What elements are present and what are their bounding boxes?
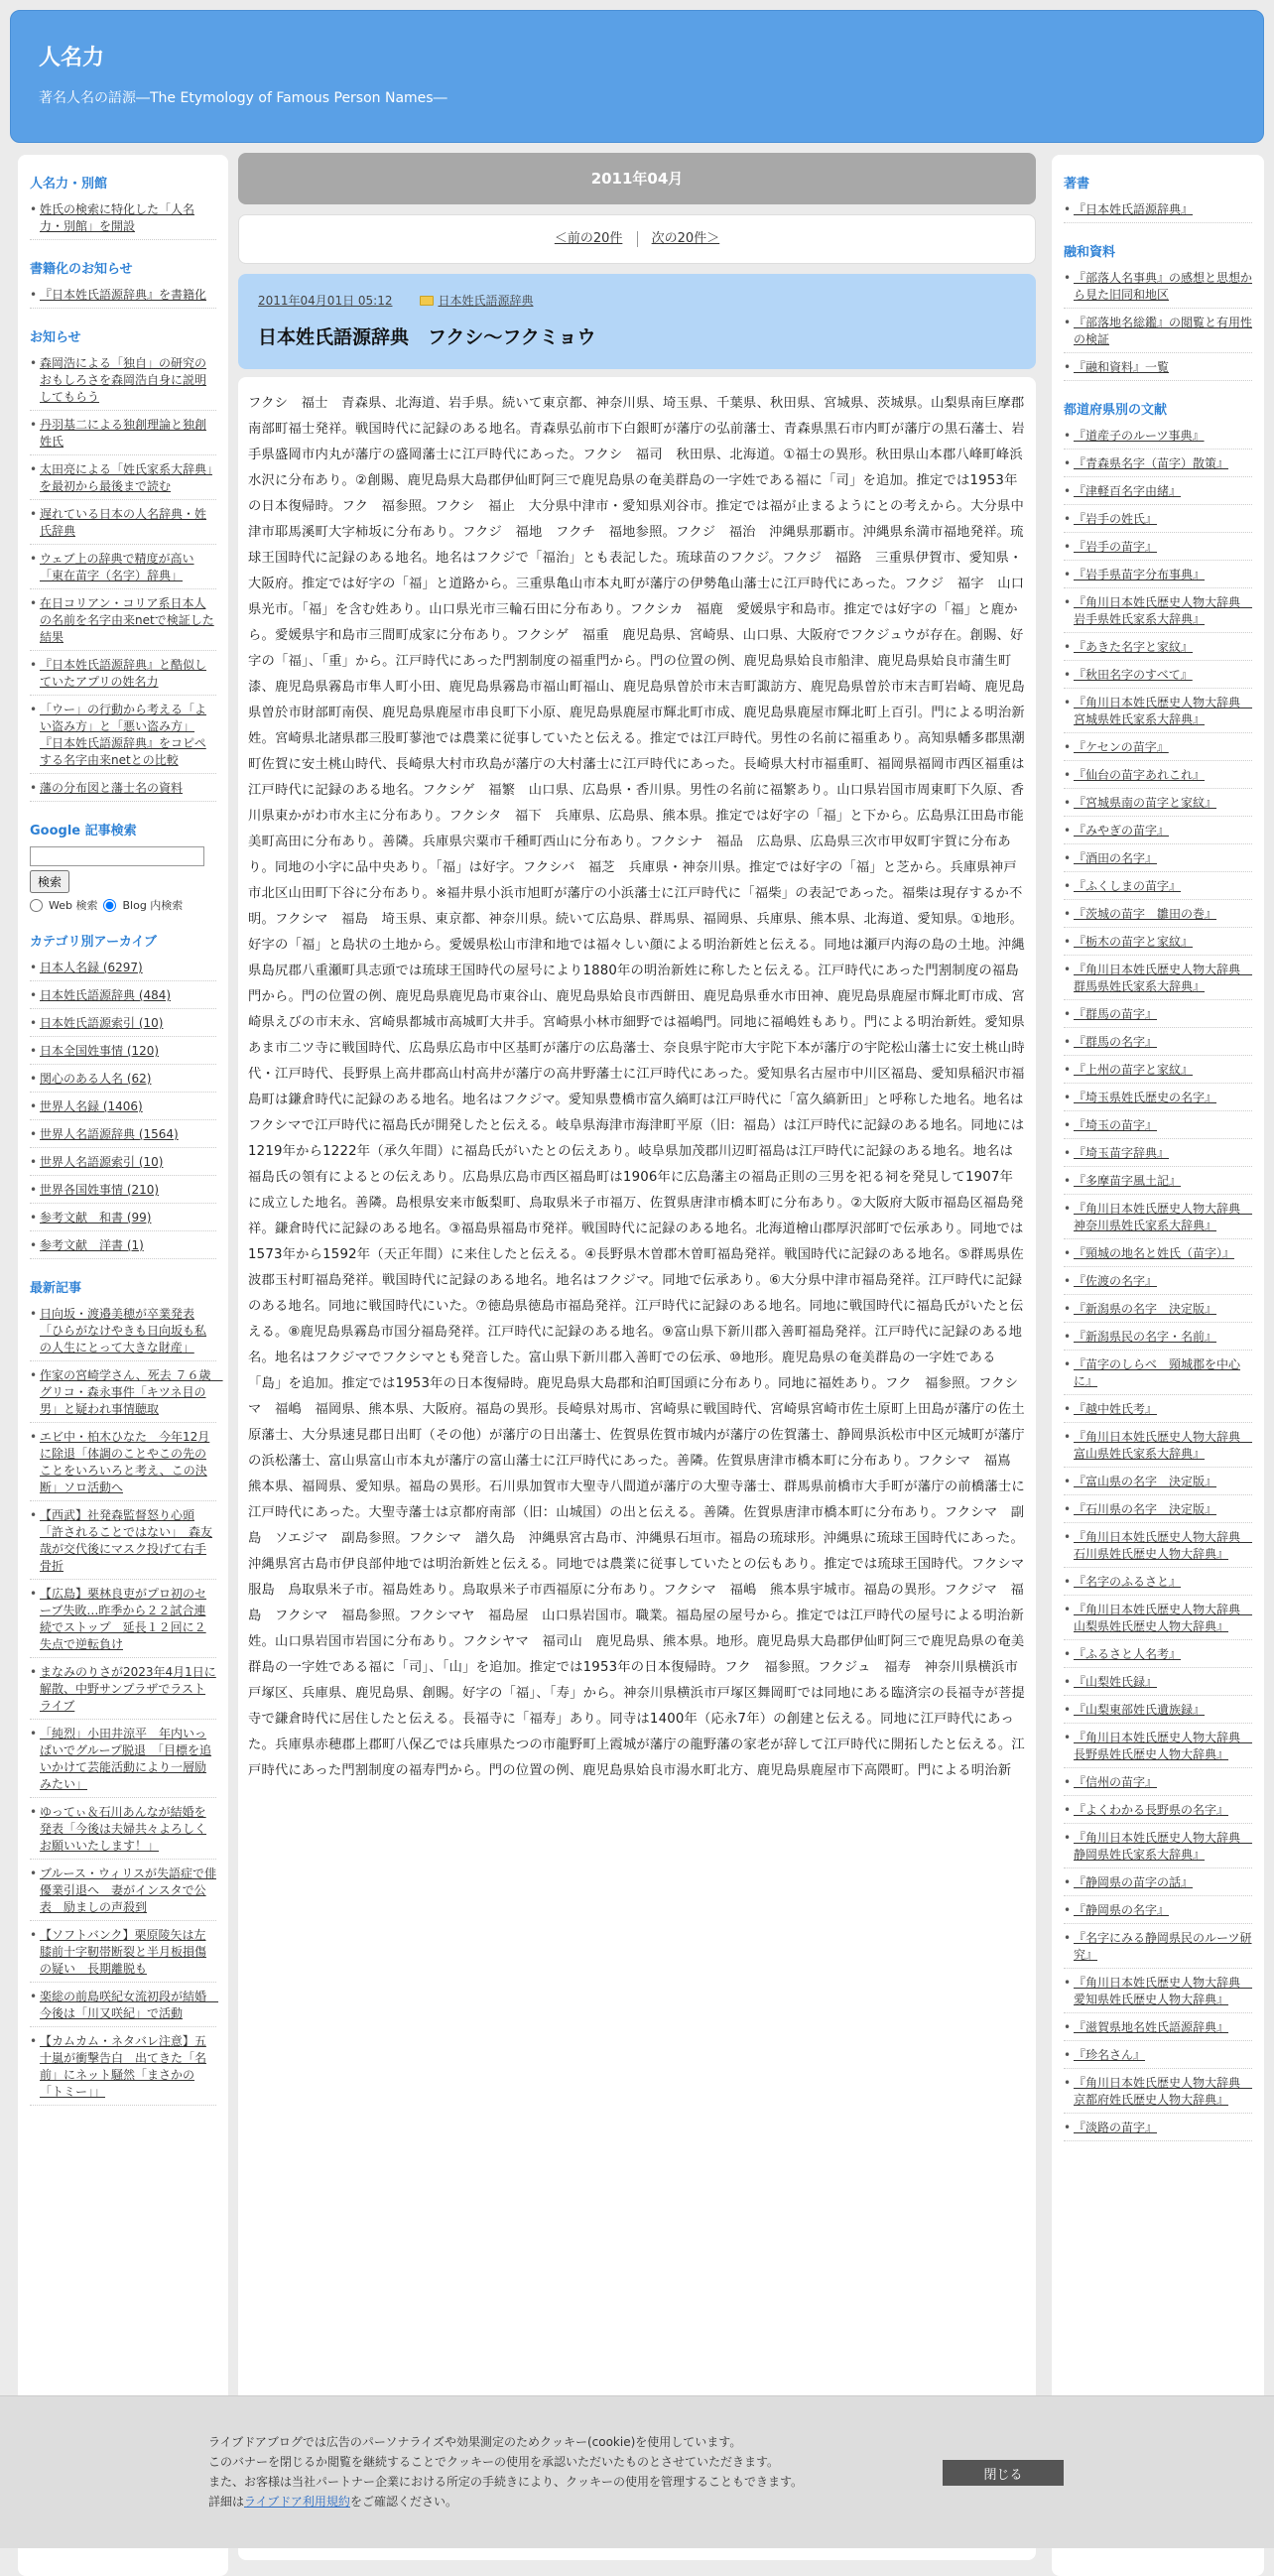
right-section-list — [1064, 268, 1252, 381]
list-item — [30, 199, 216, 240]
list-item — [1064, 1004, 1252, 1028]
right-link[interactable]: 『みやぎの苗字』 — [1074, 824, 1170, 837]
cookie-line-3: また、お客様は当社パートナー企業における所定の手続きにより、クッキーの使用を管理することもできます。 — [208, 2475, 804, 2489]
right-link[interactable]: 『山梨東部姓氏遺族録』 — [1074, 1703, 1206, 1717]
left-sections — [30, 173, 216, 802]
terms-link[interactable]: ライブドア利用規約 — [244, 2495, 350, 2509]
right-link[interactable]: 『滋賀県地名姓氏語源辞典』 — [1074, 2020, 1229, 2034]
right-link[interactable]: 『多摩苗字風土記』 — [1074, 1174, 1182, 1188]
search-button[interactable]: 検索 — [30, 870, 69, 893]
left-link[interactable]: 遅れている日本の人名辞典・姓氏辞典 — [40, 507, 207, 538]
entry-text: フクシ 福士 青森県、北海道、岩手県。続いて東京都、神奈川県、埼玉県、千葉県、秋田県、宮城県、茨城県。山梨県南巨摩郡南部町福士発祥。戦国時代に記録のある地名。青森県弘前市下白銀町が藩庁の弘前藩士、青森県黒石市内町が藩庁の黒石藩士、岩手県盛岡市内丸が藩庁の盛岡藩士に江戸時代にあった。フクシ 福司 秋田県、北海道。①福士の異形。秋田県山本郡八峰町峰浜水沢に分布あり。②創賜、鹿児島県大島郡伊仙町阿三で鹿児島県の奄美群島の一字姓である福に「司」を追加。推定では1953年の日本復帰時。フク 福参照。フクシ 福止 大分県中津市・愛知県刈谷市。推定では福が止まるようにとの考えから。大分県中津市耶馬溪町大字柿坂に分布あり。フクジ 福地 フクチ 福地参照。フクジ 福治 沖縄県那覇市。沖縄県糸満市福地発祥。琉球王国時代に記録のある地名。地名はフクジで「福治」とも表記した。琉球苗のフクジ。フクジ 福路 三重県伊賀市、愛知県・大阪府。推定では好字の「福」と道路から。三重県亀山市本丸町が藩庁の伊勢亀山藩士に江戸時代にあった。フクジ 福字 山口県光市。「福」を含む姓あり。山口県光市三輪石田に分布あり。フクシカ 福鹿 愛媛県宇和島市。推定では好字の「福」と鹿から。愛媛県宇和島市三間町成家に分布あり。フクシゲ 福重 鹿児島県、宮崎県、山口県、大阪府でフクジュウが存在。創賜、好字の「福」、「重」から。江戸時代にあった門割制度の福重門から。門の位置の例、鹿児島県姶良市船津、鹿児島県姶良市蒲生町漆、鹿児島県霧島市隼人町小田、鹿児島県霧島市福山町福山、鹿児島県曽於市末吉町諏訪方、鹿児島県曽於市末吉町岩崎、鹿児島県曽於市財部町南俣、鹿児島県鹿屋市串良町下小原、鹿児島県鹿屋市輝北町市成、鹿児島県鹿屋市輝北町上百引。門による明治新姓。宮崎県北諸県郡三股町蓼池では農業に従事していたと伝える。推定では江戸時代。男性の名前に福重あり。高知県幡多郡黒潮町佐賀に安土桃山時代、長崎県大村市玖島が藩庁の大村藩士に江戸時代にあった。長崎県大村市福重町、福岡県福岡市西区福重は江戸時代に記録のある地名。フクシゲ 福繁 山口県、広島県・香川県。男性の名前に福繁あり。山口県岩国市周東町下久原、香川県東かがわ市水主に分布あり。フクシタ 福下 兵庫県、広島県、熊本県。推定では好字の「福」と下から。広島県江田島市能美町高田に分布あり。善隣。兵庫県宍粟市千種町西山に分布あり。フクシナ 福品 広島県、広島県三次市甲奴町宇賀に分布あり。同地の小字に品中央あり。「福」は好字。フクシバ 福芝 兵庫県・神奈川県。推定では好字の「福」と芝から。兵庫県神戸市北区山田町下谷に分布あり。※福井県小浜市旭町が藩庁の小浜藩士に江戸時代に「福柴」の表記であった。福柴は現存するか不明。フクシマ 福島 埼玉県、東京都、神奈川県。続いて広島県、群馬県、福岡県、兵庫県、熊本県、北海道、愛知県。①地形。好字の「福」と島状の土地から。愛媛県松山市津和地では福々しい顔による明治新姓と伝える。同地は瀬戸内海の島の土地。沖縄県島尻郡八重瀬町具志頭では琉球王国時代の屋号により1880年の明治新姓に称したと伝える。江戸時代にあった門割制度の福島門から。門の位置の例、鹿児島県鹿児島市東谷山、鹿児島県姶良市西餅田、鹿児島県垂水市田神、鹿児島県鹿屋市輝北町市成、宮崎県えびの市末永、宮崎県都城市高城町大井手。宮崎県小林市細野では福嶋門。同地に福嶋姓もあり。門による明治新姓。愛知県あま市二ツ寺に戦国時代、広島県広島市中区基町が藩庁の広島藩士、奈良県宇陀市大宇陀下本が藩庁の宇陀松山藩士に安土桃山時代・江戸時代、長野県上高井郡高山村高井が藩庁の高井野藩士に江戸時代にあった。愛知県名古屋市中川区福島、愛知県稲沢市福島町は鎌倉時代に記録のある地名。地名はフクジマ。愛知県豊橋市富久縞町は江戸時代に「富久縞新田」と呼称した地名。地名はフクシマで江戸時代に福島氏が開発したと伝える。岐阜県海津市海津町平原（旧：福島）は江戸時代に記録のある地名。同地には1219年から1222年（承久年間）に福島氏がいたとの伝えあり。岐阜県加茂郡川辺町福島は江戸時代に記録のある地名。地名は福島氏の領有によるとの伝えあり。広島県広島市西区福島町は1906年に広島藩主の福島正則の三男を祀る祠を発見して1907年に成立した地名。善隣。島根県安来市飯梨町、鳥取県米子市福万、佐賀県唐津市橋本町に分布あり。②大阪府大阪市福島区福島発祥。鎌倉時代に記録のある地名。③福島県福島市発祥。戦国時代に記録のある地名。北海道檜山郡厚沢部町で伝承あり。同地では1573年から1592年（天正年間）に来住したと伝える。④長野県木曽郡木曽町福島発祥。戦国時代に記録のある地名。⑤群馬県佐波郡玉村町福島発祥。戦国時代に記録のある地名。地名はフクジマ。同地で伝承あり。⑥大分県中津市福島発祥。江戸時代に記録のある地名。同地に戦国時代にいた。⑦徳島県徳島市福島発祥。江戸時代に記録のある地名。同地に戦国時代に福島氏がいたと伝える。⑧鹿児島県霧島市国分福島発祥。江戸時代に記録のある地名。⑨富山県下新川郡入善町福島発祥。江戸時代に記録のある地名。地名はフクジマでフクシマとも発音した。富山県下新川郡入善町での伝承、⑩地形。鹿児島県の奄美群島の一字姓である「島」を追加。推定では1953年の日本復帰時。鹿児島県大島郡和泊町国頭に分布あり。同地に福姓あり。フク 福参照。フクシマ 福嶋 福岡県、熊本県、大阪府。福島の異形。長崎県対馬市、宮崎県に戦国時代、宮崎県宮崎市佐土原町上田島が藩庁の佐土原藩士、大分県速見郡日出町（その他）が藩庁の日出藩士、佐賀県佐賀市城内が藩庁の佐賀藩士、静岡県浜松市中区元城町が藩庁の浜松藩士、富山県富山市本丸が藩庁の富山藩士に江戸時代にあった。善隣。佐賀県唐津市橋本町に分布あり。フクシマ 福嶌 熊本県、福岡県、愛知県。福島の異形。石川県加賀市大聖寺八間道が藩庁の大聖寺藩士、群馬県前橋市大手町が藩庁の前橋藩士に江戸時代にあった。大聖寺藩士は京都府南部（旧：山城国）の出と伝える。善隣。佐賀県唐津市橋本町に分布あり。フクシマ 副島 ソエジマ 副島参照。フクシマ 譜久島 沖縄県宮古島市、沖縄県石垣市。福島の琉球形。沖縄県に琉球王国時代にあった。沖縄県宮古島市伊良部仲地では明治新姓と伝える。同地では農業に従事していたとの伝もあり。推定では琉球王国時代。フクシマ 服島 鳥取県米子市。福島姓あり。鳥取県米子市西福原に分布あり。フクシマ 福嶋 熊本県宇城市。福島の異形。フクジマ 福島 フクシマ 福島参照。フクシマヤ 福島屋 山口県岩国市。職業。福島屋の屋号から。推定では江戸時代の屋号による明治新姓。山口県岩国市岩国に分布あり。フクシヤマ 福司山 鹿児島県、熊本県。地形。鹿児島県大島郡伊仙町阿三で鹿児島県の奄美群島の一字姓である福に「司」、「山」を追加。推定では1953年の日本復帰時。フク 福参照。フクジュ 福寿 神奈川県横浜市戸塚区、兵庫県、鹿児島県、創賜。好字の「福」、「寿」から。神奈川県横浜市戸塚区舞岡町では同地にある臨済宗の長福寺が菩提寺で鎌倉時代に居住したと伝える。長福寺に「福寿」あり。同寺は1400年（応永7年）の創建と伝える。同地に江戸時代にあった。兵庫県赤穂郡上郡町八保乙では兵庫県たつの市龍野町上霞城が藩庁の龍野藩の家老が辞して江戸時代に開拓したと伝える。江戸時代にあった門割制度の福寿門から。門の位置の例、鹿児島県姶良市湯水町北方、鹿児島県鹿屋市下高隈町。門による明治新 — [248, 396, 1038, 1778]
right-link[interactable]: 『仙台の苗字あれこれ』 — [1074, 768, 1206, 782]
month-heading: 2011年04月 — [238, 153, 1036, 204]
pager-divider — [637, 231, 638, 247]
left-link[interactable]: 『日本姓氏語源辞典』を書籍化 — [40, 288, 207, 302]
right-link[interactable]: 『岩手の苗字』 — [1074, 540, 1158, 554]
list-item — [1064, 848, 1252, 872]
left-section-list — [30, 353, 216, 802]
web-search-label: Web 検索 — [49, 899, 98, 912]
right-link[interactable]: 『信州の苗字』 — [1074, 1775, 1158, 1789]
list-item — [30, 415, 216, 455]
cookie-close-button[interactable]: 閉じる — [943, 2460, 1064, 2486]
archive-link[interactable]: 日本姓氏語源辞典 (484) — [40, 988, 172, 1002]
list-item — [1064, 1872, 1252, 1896]
site-description: 著名人名の語源―The Etymology of Famous Person Names― — [39, 90, 447, 106]
right-link[interactable]: 『岩手の姓氏』 — [1074, 512, 1158, 526]
archive-link[interactable]: 日本全国姓事情 (120) — [40, 1044, 160, 1058]
list-item — [1064, 932, 1252, 956]
list-item — [1064, 2118, 1252, 2141]
web-search-radio[interactable] — [30, 899, 43, 912]
right-sidebar — [1052, 155, 1264, 2576]
left-link[interactable]: 藩の分布図と藩士名の資料 — [40, 781, 184, 795]
right-link[interactable]: 『あきた名字と家紋』 — [1074, 640, 1194, 654]
site-header — [10, 10, 1264, 143]
list-item — [30, 353, 216, 411]
right-link[interactable]: 『新潟県の名字 決定版』 — [1074, 1302, 1217, 1316]
right-link[interactable]: 『茨城の苗字 雛田の巻』 — [1074, 907, 1217, 921]
list-item — [1064, 1088, 1252, 1111]
list-item — [1064, 592, 1252, 633]
entry-category[interactable] — [420, 292, 533, 309]
right-link[interactable]: 『部落地名総鑑』の閲覧と有用性の検証 — [1074, 316, 1253, 346]
right-link[interactable]: 『角川日本姓氏歴史人物大辞典 富山県姓氏家系大辞典』 — [1074, 1430, 1253, 1461]
entry-title[interactable]: 日本姓氏語源辞典 フクシ～フクミョウ — [258, 326, 596, 348]
archive-link[interactable]: 世界各国姓事情 (210) — [40, 1183, 160, 1197]
right-link[interactable]: 『埼玉苗字辞典』 — [1074, 1146, 1170, 1160]
list-item — [30, 1208, 216, 1231]
entry-category-label[interactable]: 日本姓氏語源辞典 — [438, 294, 534, 308]
recent-article-link[interactable]: 【西武】社発森監督怒り心頭「許されることではない」 森友哉が交代後にマスク投げて右手骨折 — [40, 1508, 213, 1573]
list-item — [1064, 1472, 1252, 1495]
list-item — [30, 778, 216, 802]
right-link[interactable]: 『淡路の苗字』 — [1074, 2121, 1158, 2134]
right-link[interactable]: 『角川日本姓氏歴史人物大辞典 京都府姓氏歴史人物大辞典』 — [1074, 2076, 1253, 2107]
list-item — [30, 1987, 219, 2027]
right-link[interactable]: 『融和資料』一覧 — [1074, 360, 1170, 374]
list-item — [1064, 1060, 1252, 1084]
right-link[interactable]: 『青森県名字（苗字）散策』 — [1074, 456, 1229, 470]
right-link[interactable]: 『富山県の名字 決定版』 — [1074, 1475, 1217, 1488]
list-item — [1064, 1800, 1252, 1824]
list-item — [1064, 1354, 1252, 1395]
right-link[interactable]: 『名字のふるさと』 — [1074, 1575, 1182, 1589]
list-item — [30, 1365, 223, 1423]
search-box — [30, 846, 216, 913]
right-link[interactable]: 『山梨姓氏録』 — [1074, 1675, 1158, 1689]
right-link[interactable]: 『栃木の苗字と家紋』 — [1074, 935, 1194, 949]
cookie-line-2: このバナーを閉じるか閲覧を継続することでクッキーの使用を承認いただいたものとさせていただきます。 — [208, 2455, 780, 2469]
list-item — [1064, 693, 1252, 733]
list-item — [30, 1505, 216, 1580]
blog-search-label: Blog 内検索 — [122, 899, 184, 912]
list-item — [1064, 1572, 1252, 1596]
list-item — [1064, 313, 1252, 353]
list-item — [1064, 1900, 1252, 1924]
left-sidebar — [18, 155, 228, 2576]
right-link[interactable]: 『角川日本姓氏歴史人物大辞典 石川県姓氏歴史人物大辞典』 — [1074, 1530, 1253, 1561]
left-link[interactable]: ウェブ上の辞典で精度が高い「東在苗字（名字）辞典」 — [40, 552, 194, 582]
recent-article-link[interactable]: まなみのりさが2023年4月1日に解散、中野サンプラザでラストライブ — [40, 1665, 216, 1713]
recent-article-link[interactable]: 日向坂・渡邉美穂が卒業発表「ひらがなけやきも日向坂も私の人生にとって大きな財産」 — [40, 1307, 207, 1354]
list-item — [30, 1925, 216, 1983]
list-item — [1064, 1527, 1252, 1568]
list-item — [30, 1180, 216, 1204]
right-link[interactable]: 『角川日本姓氏歴史人物大辞典 群馬県姓氏家系大辞典』 — [1074, 963, 1253, 993]
right-link[interactable]: 『埼玉県姓氏歴史の名字』 — [1074, 1091, 1217, 1104]
list-item — [30, 1584, 216, 1658]
list-item — [1064, 1243, 1252, 1267]
right-link[interactable]: 『群馬の名字』 — [1074, 1035, 1158, 1049]
list-item — [30, 1041, 216, 1065]
list-item — [1064, 637, 1252, 661]
right-link[interactable]: 『宮城県南の苗字と家紋』 — [1074, 796, 1217, 810]
archive-heading: カテゴリ別アーカイブ — [30, 935, 158, 950]
cookie-detail-suffix: をご確認ください。 — [349, 2495, 457, 2509]
list-item — [30, 700, 216, 774]
right-link[interactable]: 『静岡県の名字』 — [1074, 1903, 1170, 1917]
list-item — [30, 1864, 216, 1921]
list-item — [1064, 1399, 1252, 1423]
list-item — [1064, 1700, 1252, 1724]
right-link[interactable]: 『角川日本姓氏歴史人物大辞典 山梨県姓氏歴史人物大辞典』 — [1074, 1603, 1253, 1633]
list-item — [1064, 2073, 1252, 2114]
list-item — [1064, 481, 1252, 505]
list-item — [1064, 1644, 1252, 1668]
left-link[interactable]: 「ウー」の行動から考える「よい盗み方」と「悪い盗み方」 『日本姓氏語源辞典』をコピペする名字由来netとの比較 — [40, 703, 207, 767]
list-item — [30, 985, 216, 1009]
right-link[interactable]: 『角川日本姓氏歴史人物大辞典 愛知県姓氏歴史人物大辞典』 — [1074, 1976, 1253, 2006]
right-link[interactable]: 『苗字のしらべ 頸城郡を中心に』 — [1074, 1357, 1241, 1388]
recent-article-link[interactable]: ゆってぃ＆石川あんなが結婚を発表「今後は夫婦共々よろしくお願いいたします！」 — [40, 1805, 207, 1853]
recent-article-link[interactable]: 作家の宮崎学さん、死去 ７６歳 グリコ・森永事件「キツネ目の男」と疑われ事情聴取 — [40, 1368, 223, 1416]
list-item — [1064, 1672, 1252, 1696]
right-link[interactable]: 『静岡県の苗字の話』 — [1074, 1875, 1194, 1889]
right-link[interactable]: 『珍名さん』 — [1074, 2048, 1146, 2062]
list-item — [30, 1235, 216, 1259]
pager — [238, 214, 1036, 264]
right-link[interactable]: 『埼玉の苗字』 — [1074, 1118, 1158, 1132]
list-item — [30, 1013, 216, 1037]
list-item — [1064, 876, 1252, 900]
right-link[interactable]: 『名字にみる静岡県民のルーツ研究』 — [1074, 1931, 1252, 1962]
left-link[interactable]: 在日コリアン・コリア系日本人の名前を名字由来netで検証した結果 — [40, 596, 214, 644]
right-link[interactable]: 『角川日本姓氏歴史人物大辞典 静岡県姓氏家系大辞典』 — [1074, 1831, 1253, 1862]
recent-article-link[interactable]: 楽総の前島咲紀女流初段が結婚 今後は「川又咲紀」で活動 — [40, 1990, 219, 2020]
recent-heading: 最新記事 — [30, 1281, 82, 1296]
list-item — [1064, 665, 1252, 689]
left-link[interactable]: 森岡浩による「独自」の研究のおもしろさを森岡浩自身に説明してもらう — [40, 356, 207, 404]
right-section-list — [1064, 426, 1252, 2141]
list-item — [30, 549, 216, 589]
list-item — [1064, 1728, 1252, 1768]
archive-list — [30, 958, 216, 1259]
list-item — [30, 1427, 216, 1501]
search-scope — [30, 897, 216, 913]
list-item — [1064, 2045, 1252, 2069]
cookie-line-1: ライブドアブログでは広告のパーソナライズや効果測定のためクッキー(cookie)を使用しています。 — [208, 2435, 742, 2449]
right-link[interactable]: 『道産子のルーツ事典』 — [1074, 429, 1205, 443]
recent-article-link[interactable]: ブルース・ウィリスが失語症で俳優業引退へ 妻がインスタで公表 励ましの声殺到 — [40, 1867, 216, 1914]
right-link[interactable]: 『上州の苗字と家紋』 — [1074, 1063, 1194, 1077]
archive-link[interactable]: 参考文献 和書 (99) — [40, 1211, 152, 1224]
entry-date[interactable]: 2011年04月01日 05:12 — [258, 294, 393, 308]
left-section-heading: お知らせ — [30, 330, 81, 345]
entry-body — [238, 377, 1036, 2560]
list-item — [1064, 453, 1252, 477]
left-link[interactable]: 姓氏の検索に特化した「人名力・別館」を開設 — [40, 202, 195, 233]
list-item — [30, 285, 216, 309]
list-item — [1064, 1199, 1252, 1239]
left-section-list — [30, 285, 216, 309]
right-link[interactable]: 『日本姓氏語源辞典』 — [1074, 202, 1194, 216]
right-link[interactable]: 『角川日本姓氏歴史人物大辞典 長野県姓氏歴史人物大辞典』 — [1074, 1731, 1253, 1761]
list-item — [1064, 1032, 1252, 1056]
list-item — [1064, 1600, 1252, 1640]
right-sections — [1064, 173, 1252, 2141]
list-item — [1064, 904, 1252, 928]
right-link[interactable]: 『新潟県民の名字・名前』 — [1074, 1330, 1217, 1344]
left-link[interactable]: 丹羽基二による独創理論と独創姓氏 — [40, 418, 207, 449]
list-item — [1064, 1171, 1252, 1195]
recent-article-link[interactable]: 「純烈」小田井涼平 年内いっぱいでグループ脱退 「目標を追いかけて芸能活動により一層励みたい」 — [40, 1727, 212, 1791]
left-section-list — [30, 199, 216, 240]
blog-search-radio[interactable] — [103, 899, 116, 912]
list-item — [1064, 1427, 1252, 1468]
archive-link[interactable]: 世界人名語源辞典 (1564) — [40, 1127, 179, 1141]
list-item — [1064, 960, 1252, 1000]
list-item — [1064, 737, 1252, 761]
right-link[interactable]: 『岩手県苗字分布事典』 — [1074, 568, 1206, 581]
right-link[interactable]: 『頸城の地名と姓氏（苗字）』 — [1074, 1246, 1235, 1260]
right-section-heading: 都道府県別の文献 — [1064, 403, 1168, 418]
list-item — [1064, 199, 1252, 223]
list-item — [30, 1802, 216, 1860]
list-item — [30, 1069, 216, 1093]
right-section-heading: 著書 — [1064, 177, 1090, 192]
archive-link[interactable]: 世界人名録 (1406) — [40, 1099, 143, 1113]
right-link[interactable]: 『越中姓氏考』 — [1074, 1402, 1158, 1416]
list-item — [30, 958, 216, 981]
archive-link[interactable]: 参考文献 洋書 (1) — [40, 1238, 144, 1252]
right-link[interactable]: 『角川日本姓氏歴史人物大辞典 神奈川県姓氏家系大辞典』 — [1074, 1202, 1253, 1232]
right-link[interactable]: 『部落人名事典』の感想と思想から見た旧同和地区 — [1074, 271, 1253, 302]
list-item — [1064, 1143, 1252, 1167]
list-item — [30, 655, 216, 696]
archive-link[interactable]: 関心のある人名 (62) — [40, 1072, 152, 1086]
recent-article-link[interactable]: 【広島】栗林良吏がプロ初のセーブ失敗…昨季から２２試合連続でストップ 延長１２回に２失点で逆転負け — [40, 1587, 207, 1651]
right-section-list — [1064, 199, 1252, 223]
archive-link[interactable]: 日本姓氏語源索引 (10) — [40, 1016, 164, 1030]
list-item — [30, 459, 216, 500]
right-link[interactable]: 『角川日本姓氏歴史人物大辞典 岩手県姓氏家系大辞典』 — [1074, 595, 1253, 626]
left-section-heading: 人名力・別館 — [30, 177, 108, 192]
right-link[interactable]: 『秋田名字のすべて』 — [1074, 668, 1193, 682]
list-item — [1064, 1271, 1252, 1295]
list-item — [1064, 821, 1252, 844]
right-link[interactable]: 『酒田の名字』 — [1074, 851, 1158, 865]
cookie-banner — [0, 2395, 1274, 2548]
archive-link[interactable]: 日本人名録 (6297) — [40, 961, 143, 974]
entry-meta — [258, 292, 1016, 309]
list-item — [1064, 1299, 1252, 1323]
list-item — [1064, 1115, 1252, 1139]
right-link[interactable]: 『津軽百名字由緒』 — [1074, 484, 1182, 498]
right-section-heading: 融和資料 — [1064, 245, 1116, 260]
right-link[interactable]: 『石川県の名字 決定版』 — [1074, 1502, 1217, 1516]
list-item — [1064, 357, 1252, 381]
list-item — [30, 1662, 216, 1720]
list-item — [30, 1152, 216, 1176]
search-heading: Google 記事検索 — [30, 824, 137, 838]
list-item — [30, 593, 216, 651]
left-link[interactable]: 太田亮による「姓氏家系大辞典」を最初から最後まで読む — [40, 462, 213, 493]
entry-header — [238, 274, 1036, 369]
list-item — [1064, 1928, 1252, 1969]
right-link[interactable]: 『ふるさと人名考』 — [1074, 1647, 1182, 1661]
archive-link[interactable]: 世界人名語源索引 (10) — [40, 1155, 164, 1169]
list-item — [1064, 1499, 1252, 1523]
list-item — [30, 504, 216, 545]
recent-article-link[interactable]: 【カムカム・ネタバレ注意】五十嵐が衝撃告白 出てきた「名前」にネット騒然「まさかの「トミー」」 — [40, 2034, 207, 2099]
cookie-detail-prefix: 詳細は — [208, 2495, 245, 2509]
recent-article-link[interactable]: エビ中・柏木ひなた 今年12月に除退「体調のことやこの先のことをいろいろと考え、この決断」ソロ活動へ — [40, 1430, 210, 1494]
recent-list — [30, 1304, 223, 2106]
cookie-line-4 — [208, 2492, 1274, 2512]
list-item — [30, 1124, 216, 1148]
right-link[interactable]: 『ふくしまの苗字』 — [1074, 879, 1182, 893]
right-link[interactable]: 『角川日本姓氏歴史人物大辞典 宮城県姓氏家系大辞典』 — [1074, 696, 1253, 726]
list-item — [30, 2031, 216, 2106]
list-item — [1064, 1828, 1252, 1868]
list-item — [30, 1304, 216, 1361]
folder-icon — [420, 296, 434, 306]
list-item — [1064, 793, 1252, 817]
list-item — [1064, 426, 1252, 450]
list-item — [1064, 765, 1252, 789]
list-item — [1064, 509, 1252, 533]
prev-page-link[interactable]: ＜前の20件 — [554, 231, 623, 246]
recent-article-link[interactable]: 【ソフトバンク】栗原陵矢は左膝前十字靭帯断裂と半月板損傷の疑い 長期離脱も — [40, 1928, 207, 1976]
list-item — [1064, 1327, 1252, 1351]
next-page-link[interactable]: 次の20件＞ — [651, 231, 720, 246]
right-link[interactable]: 『佐渡の名字』 — [1074, 1274, 1158, 1288]
list-item — [1064, 2017, 1252, 2041]
right-link[interactable]: 『群馬の苗字』 — [1074, 1007, 1158, 1021]
list-item — [1064, 565, 1252, 588]
left-section-heading: 書籍化のお知らせ — [30, 262, 133, 277]
list-item — [1064, 1973, 1252, 2013]
search-input[interactable] — [30, 846, 204, 866]
left-link[interactable]: 『日本姓氏語源辞典』と酷似していたアプリの姓名力 — [40, 658, 207, 689]
list-item — [30, 1724, 216, 1798]
list-item — [1064, 268, 1252, 309]
list-item — [1064, 1772, 1252, 1796]
list-item — [1064, 537, 1252, 561]
right-link[interactable]: 『よくわかる長野県の名字』 — [1074, 1803, 1229, 1817]
right-link[interactable]: 『ケセンの苗字』 — [1074, 740, 1169, 754]
site-title[interactable]: 人名力 — [39, 46, 105, 70]
list-item — [30, 1096, 216, 1120]
